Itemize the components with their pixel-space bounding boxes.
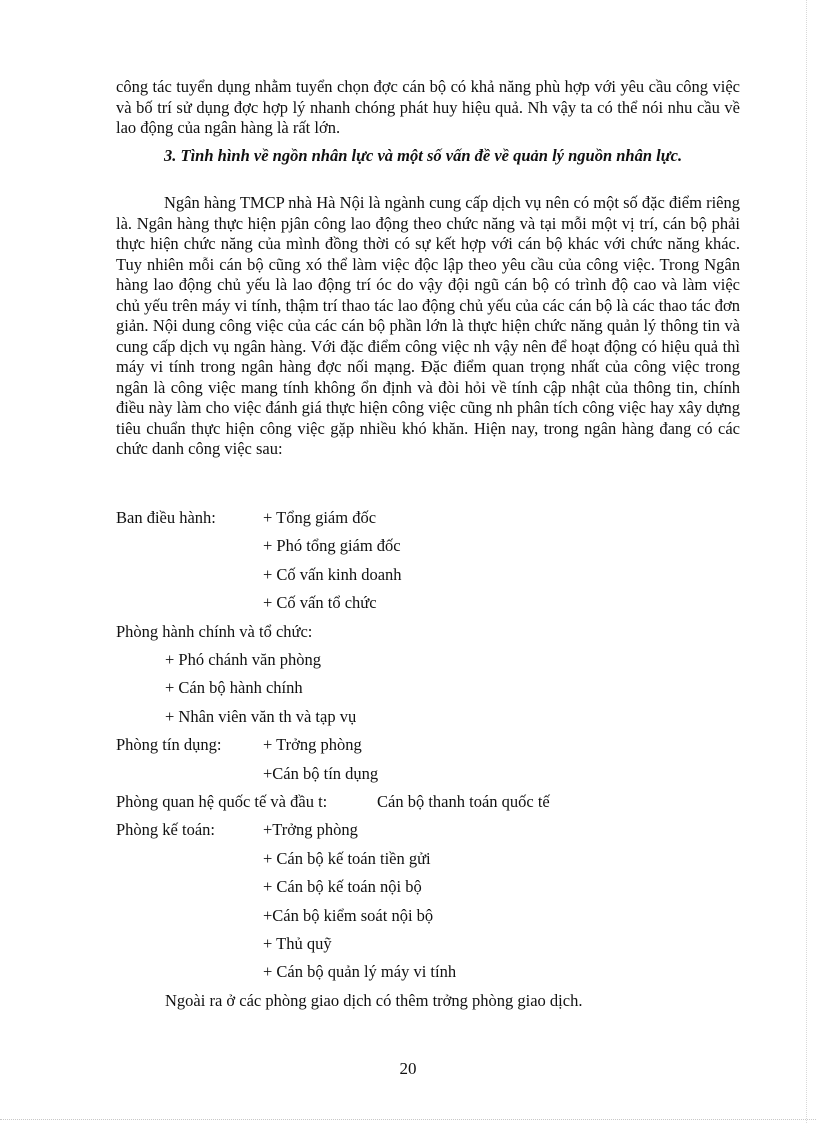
accounting-item: + Cán bộ kế toán tiền gửi xyxy=(263,849,431,868)
intro-paragraph: công tác tuyển dụng nhằm tuyển chọn đợc cán bộ có khả năng phù hợp với yêu cầu công việc và bố trí sử dụng đợc hợp lý nhanh chóng phát huy hiệu quả. Nh vậy ta có thể nói nhu cầu về lao động của ngân hàng là rất lớn. xyxy=(116,77,740,137)
executive-item: + Cố vấn tổ chức xyxy=(263,593,377,612)
page-number: 20 xyxy=(399,1059,417,1078)
accounting-item: +Cán bộ kiểm soát nội bộ xyxy=(263,906,434,925)
executive-item: + Tổng giám đốc xyxy=(263,508,377,527)
international-label: Phòng quan hệ quốc tế và đầu t: xyxy=(116,792,328,811)
executive-item: + Cố vấn kinh doanh xyxy=(263,565,402,584)
accounting-label: Phòng kế toán: xyxy=(116,820,215,839)
admin-label: Phòng hành chính và tổ chức: xyxy=(116,622,313,641)
credit-item: +Cán bộ tín dụng xyxy=(263,764,379,783)
admin-item: + Phó chánh văn phòng xyxy=(165,650,321,669)
page-bottom-border xyxy=(0,1119,816,1120)
body-paragraph: Ngân hàng TMCP nhà Hà Nội là ngành cung cấp dịch vụ nên có một số đặc điểm riêng là. Ngân hàng thực hiện pjân công lao động theo chức năng và tại mỗi một vị trí, cán bộ phải thực hiện chức năng của mình đồng thời có sự kết hợp với cán bộ khác với chức năng khác. Tuy nhiên mỗi cán bộ cũng xó thể làm việc độc lập theo yêu cầu của công việc. Trong Ngân hàng lao động chủ yếu là lao động trí óc do vậy đội ngũ cán bộ có trình độ cao và làm việc chủ yếu trên máy vi tính, thậm trí thao tác lao động chủ yếu của các cán bộ là các thao tác đơn giản. Nội dung công việc của các cán bộ phần lớn là thực hiện chức năng quản lý thông tin và cung cấp dịch vụ ngân hàng. Với đặc điểm công việc nh vậy nên để hoạt động có hiệu quả thì máy vi tính trong ngân hàng đợc nối mạng. Đặc điểm quan trọng nhất của công việc trong ngân là công việc mang tính không ổn định và đòi hỏi về tính cập nhật của thông tin, chính điều này làm cho việc đánh giá thực hiện công việc cũng nh phân tích công việc hay xây dựng tiêu chuẩn thực hiện công việc gặp nhiều khó khăn. Hiện nay, trong ngân hàng đang có các chức danh công việc sau: xyxy=(116,193,740,458)
credit-item: + Trởng phòng xyxy=(263,735,362,754)
executive-label: Ban điều hành: xyxy=(116,508,216,527)
section-heading: 3. Tình hình về ngồn nhân lực và một số vấn đề về quản lý nguồn nhân lực. xyxy=(164,146,683,165)
accounting-item: + Cán bộ quản lý máy vi tính xyxy=(263,962,457,981)
credit-label: Phòng tín dụng: xyxy=(116,735,222,754)
accounting-item: +Trởng phòng xyxy=(263,820,358,839)
executive-item: + Phó tổng giám đốc xyxy=(263,536,401,555)
admin-item: + Cán bộ hành chính xyxy=(165,678,303,697)
accounting-item: + Thủ quỹ xyxy=(263,934,332,953)
admin-item: + Nhân viên văn th và tạp vụ xyxy=(165,707,357,726)
page-right-border xyxy=(806,0,807,1123)
closing-paragraph: Ngoài ra ở các phòng giao dịch có thêm trởng phòng giao dịch. xyxy=(165,991,583,1010)
accounting-item: + Cán bộ kế toán nội bộ xyxy=(263,877,422,896)
international-item: Cán bộ thanh toán quốc tế xyxy=(377,792,550,811)
